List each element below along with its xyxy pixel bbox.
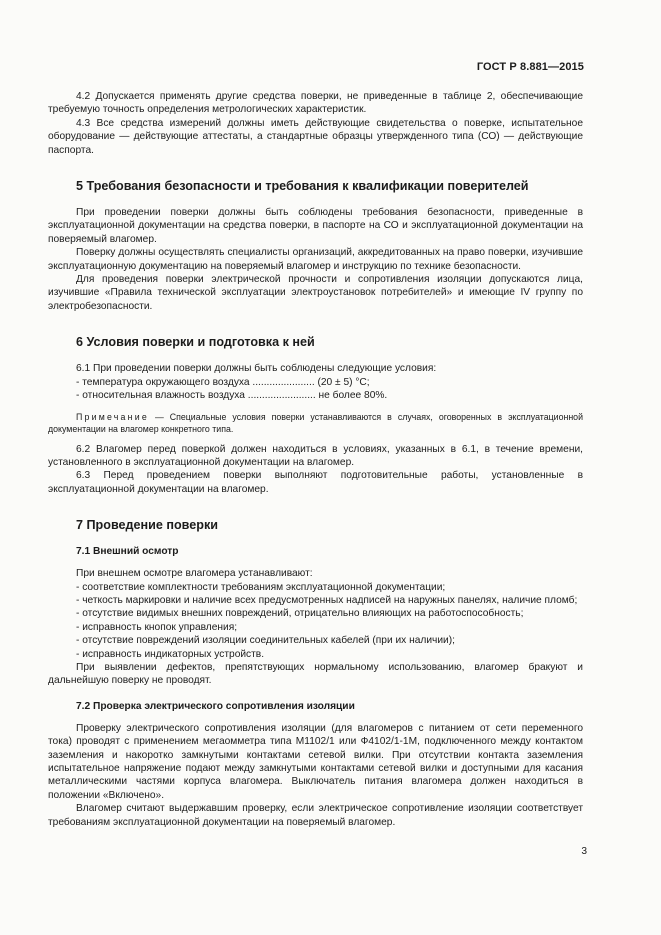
inspection-closing: При выявлении дефектов, препятствующих нормальному использованию, влагомер бракуют и дальнейшую поверку не проводят. bbox=[48, 661, 583, 687]
section-5-paragraph: При проведении поверки должны быть соблюдены требования безопасности, приведенные в эксплуатационной документации на средства поверки, в паспорте на СО и эксплуатационной документации на поверяемый влагомер. bbox=[48, 207, 583, 245]
clause-4-2: 4.2 Допускается применять другие средства поверки, не приведенные в таблице 2, обеспечивающие требуемую точность определения метрологических характеристик. bbox=[48, 91, 583, 116]
inspection-item: - исправность индикаторных устройств. bbox=[76, 648, 265, 660]
page-number: 3 bbox=[581, 846, 587, 857]
inspection-item: - отсутствие повреждений изоляции соединительных кабелей (при их наличии); bbox=[76, 635, 455, 647]
subsection-7-1-heading: 7.1 Внешний осмотр bbox=[76, 546, 179, 558]
inspection-item: - четкость маркировки и наличие всех предусмотренных надписей на наружных панелях, наличие пломб; bbox=[76, 594, 578, 606]
note-label: Примечание bbox=[76, 411, 149, 422]
subsection-7-2-heading: 7.2 Проверка электрического сопротивления изоляции bbox=[76, 700, 355, 712]
section-6-heading: 6 Условия поверки и подготовка к ней bbox=[76, 335, 315, 350]
page-content bbox=[48, 90, 583, 829]
clause-6-2: 6.2 Влагомер перед поверкой должен находиться в условиях, указанных в 6.1, в течение времени, установленного в эксплуатационной документации на влагомер. bbox=[48, 443, 583, 468]
document-code-header: ГОСТ Р 8.881—2015 bbox=[476, 61, 584, 73]
clause-6-3: 6.3 Перед проведением поверки выполняют подготовительные работы, установленные в эксплуатационной документации на влагомер. bbox=[48, 470, 583, 495]
note-text: — Специальные условия поверки устанавливаются в случаях, оговоренных в эксплуатационной документации на влагомер конкретного типа. bbox=[48, 411, 583, 434]
insulation-paragraph: Влагомер считают выдержавшим проверку, если электрическое сопротивление изоляции соответствует требованиям эксплуатационной документации на поверяемый влагомер. bbox=[48, 803, 583, 828]
section-5-heading: 5 Требования безопасности и требования к квалификации поверителей bbox=[76, 179, 529, 194]
inspection-item: - отсутствие видимых внешних повреждений, отрицательно влияющих на работоспособность; bbox=[76, 608, 524, 620]
inspection-item: - исправность кнопок управления; bbox=[76, 621, 238, 633]
condition-item: - относительная влажность воздуха ........................ не более 80%. bbox=[76, 390, 388, 402]
note bbox=[48, 411, 583, 435]
inspection-lead: При внешнем осмотре влагомера устанавливают: bbox=[76, 568, 313, 580]
inspection-item: - соответствие комплектности требованиям эксплуатационной документации; bbox=[76, 581, 446, 593]
section-5-paragraph: Для проведения поверки электрической прочности и сопротивления изоляции допускаются лица, изучившие «Правила технической эксплуатации электроустановок потребителей» и имеющие IV группу по электробезопасности. bbox=[48, 274, 583, 312]
clause-4-3: 4.3 Все средства измерений должны иметь действующие свидетельства о поверке, испытательное оборудование — действующие аттестаты, а стандартные образцы утвержденного типа (СО) — действующие паспорта. bbox=[48, 117, 583, 156]
section-7-heading: 7 Проведение поверки bbox=[76, 518, 218, 533]
section-5-paragraph: Поверку должны осуществлять специалисты организаций, аккредитованных на право поверки, изучившие эксплуатационную документацию на поверяемый влагомер и инструкцию по технике безопасности. bbox=[48, 247, 583, 272]
insulation-paragraph: Проверку электрического сопротивления изоляции (для влагомеров с питанием от сети переменного тока) проводят с применением мегаомметра типа М1102/1 или Ф4102/1-1М, подключенного между контактом заземления и накоротко замкнутыми контактами сетевой вилки. При отсутствии контакта заземления испытательное напряжение подают между замкнутыми контактами сетевой вилки и доступными для касания металлическими частями корпуса влагомера. Выключатель питания влагомера должен находиться в положении «Включено». bbox=[48, 722, 583, 801]
condition-item: - температура окружающего воздуха ...................... (20 ± 5) °С; bbox=[76, 376, 370, 388]
clause-6-1: 6.1 При проведении поверки должны быть соблюдены следующие условия: bbox=[76, 363, 437, 375]
